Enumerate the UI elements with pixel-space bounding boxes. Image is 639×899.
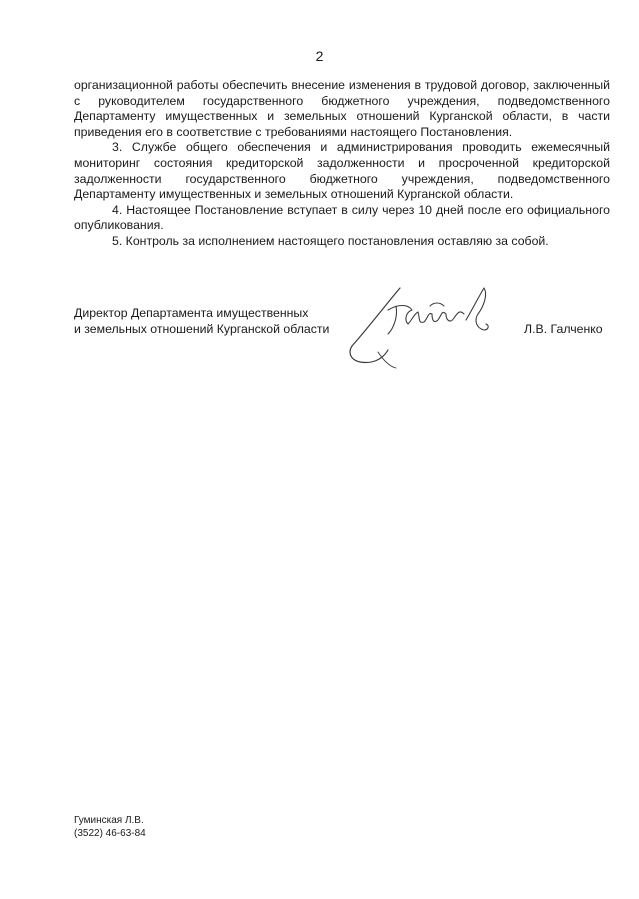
executor-name: Гуминская Л.В.	[74, 815, 144, 826]
signatory-name: Л.В. Галченко	[524, 322, 603, 336]
paragraph-continuation: организационной работы обеспечить внесение изменения в трудовой договор, заключенный с руководителем государственного бюджетного учреждения, подведомственного Департаменту имущественных и земельных отношений Курганской области, в части приведения его в соответствие с требованиями настоящего Постановления.	[74, 78, 610, 139]
executor-info	[74, 814, 146, 840]
page-number: 2	[315, 48, 324, 64]
paragraph-item-3: 3. Службе общего обеспечения и администрирования проводить ежемесячный мониторинг состояния кредиторской задолженности и просроченной кредиторской задолженности государственного бюджетного учреждения, подведомственного Департаменту имущественных и земельных отношений Курганской области.	[74, 140, 610, 202]
signatory-title	[74, 306, 329, 337]
executor-phone: (3522) 46-63-84	[74, 828, 146, 839]
handwritten-signature	[338, 280, 498, 370]
paragraph-item-4: 4. Настоящее Постановление вступает в силу через 10 дней после его официального опубликования.	[74, 202, 610, 233]
document-body	[74, 78, 610, 250]
paragraph-item-5: 5. Контроль за исполнением настоящего постановления оставляю за собой.	[112, 233, 549, 248]
signatory-title-line-2: и земельных отношений Курганской области	[74, 321, 330, 336]
signatory-title-line-1: Директор Департамента имущественных	[74, 306, 309, 320]
